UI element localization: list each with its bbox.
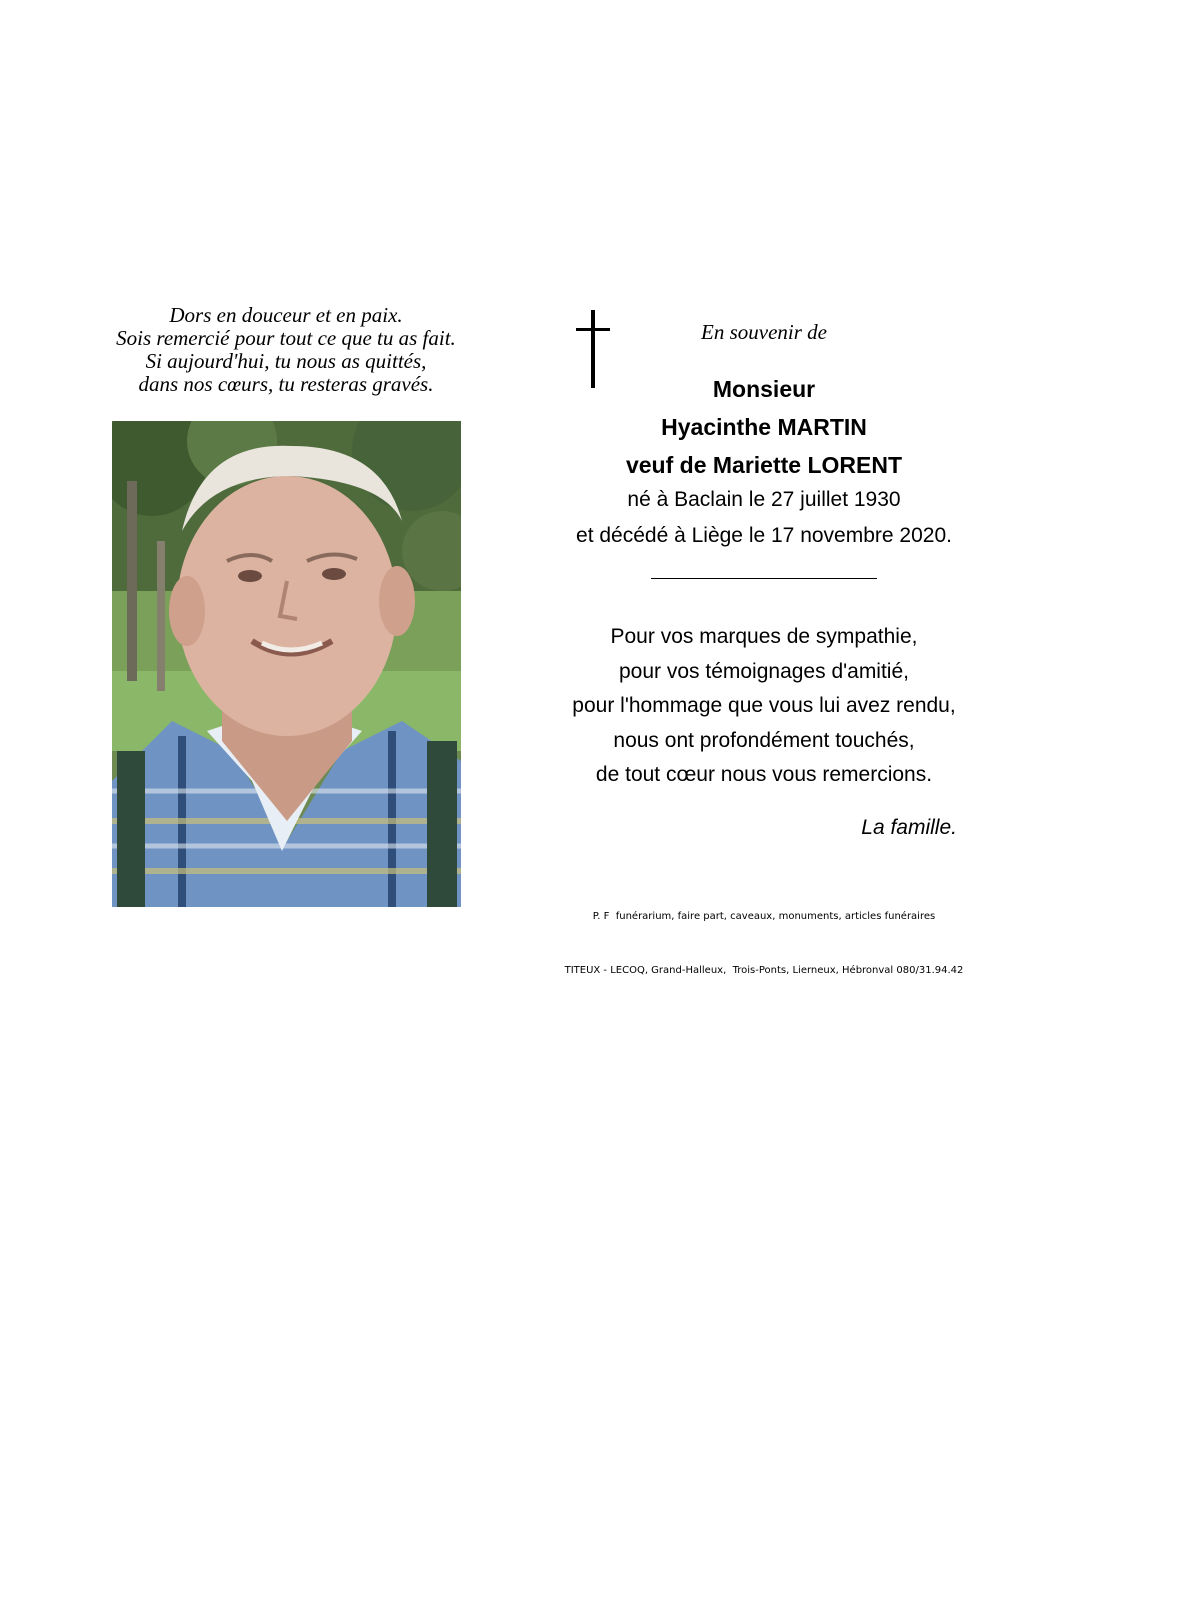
thanks-line: Pour vos marques de sympathie, — [610, 625, 918, 648]
poem-line: Si aujourd'hui, tu nous as quittés, — [145, 349, 427, 373]
memorial-intro: En souvenir de — [701, 320, 827, 344]
memorial-dates — [540, 482, 988, 554]
death-line: et décédé à Liège le 17 novembre 2020. — [576, 524, 952, 547]
funeral-home-footer — [540, 872, 988, 998]
divider — [651, 578, 877, 579]
poem-line: Dors en douceur et en paix. — [169, 303, 403, 327]
poem-line: dans nos cœurs, tu resteras gravés. — [138, 372, 434, 396]
family-signature: La famille. — [861, 816, 957, 839]
footer-line: TITEUX - LECOQ, Grand-Halleux, Trois-Ponts, Lierneux, Hébronval 080/31.94.42 — [564, 965, 964, 976]
thanks-line: pour l'hommage que vous lui avez rendu, — [572, 694, 956, 717]
footer-line: P. F funérarium, faire part, caveaux, monuments, articles funéraires — [592, 911, 936, 922]
poem-line: Sois remercié pour tout ce que tu as fait. — [116, 326, 456, 350]
thanks-line: de tout cœur nous vous remercions. — [595, 763, 933, 786]
portrait-photo — [112, 421, 461, 907]
thanks-line: nous ont profondément touchés, — [613, 728, 915, 752]
poem — [86, 304, 486, 396]
deceased-name: Hyacinthe MARTIN — [661, 414, 867, 440]
memorial-title: Monsieur — [712, 376, 816, 402]
thanks-line: pour vos témoignages d'amitié, — [618, 659, 909, 683]
thanks-text — [540, 620, 988, 793]
spouse-line: veuf de Mariette LORENT — [625, 452, 903, 478]
birth-line: né à Baclain le 27 juillet 1930 — [627, 488, 901, 511]
memorial-names — [540, 370, 988, 484]
